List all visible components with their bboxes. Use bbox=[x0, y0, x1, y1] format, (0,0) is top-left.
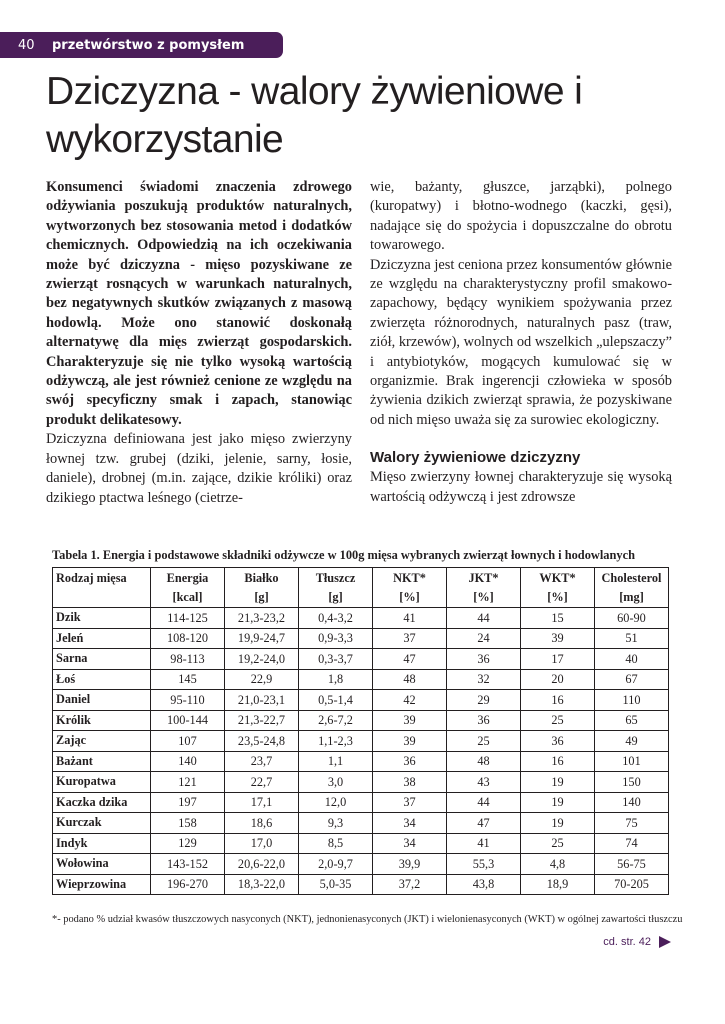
table-cell: 19 bbox=[521, 772, 595, 793]
table-cell: 56-75 bbox=[595, 854, 669, 875]
table-cell: 36 bbox=[521, 731, 595, 752]
table-cell: 196-270 bbox=[151, 874, 225, 895]
table-cell: 1,8 bbox=[299, 669, 373, 690]
table-cell: 145 bbox=[151, 669, 225, 690]
table-cell: 19 bbox=[521, 792, 595, 813]
table-cell: 43 bbox=[447, 772, 521, 793]
column-header bbox=[151, 568, 225, 608]
table-cell: 19,9-24,7 bbox=[225, 628, 299, 649]
page-number: 40 bbox=[18, 37, 35, 53]
table-cell: 21,0-23,1 bbox=[225, 690, 299, 711]
table-cell: 37 bbox=[373, 792, 447, 813]
table-cell: 42 bbox=[373, 690, 447, 711]
table-cell: 2,0-9,7 bbox=[299, 854, 373, 875]
table-cell: 197 bbox=[151, 792, 225, 813]
table-cell: 19,2-24,0 bbox=[225, 649, 299, 670]
table-cell: 17 bbox=[521, 649, 595, 670]
table-cell: 40 bbox=[595, 649, 669, 670]
table-cell: 1,1-2,3 bbox=[299, 731, 373, 752]
table-cell: 20,6-22,0 bbox=[225, 854, 299, 875]
table-cell: 41 bbox=[447, 833, 521, 854]
table-cell: 34 bbox=[373, 833, 447, 854]
section-header-bar bbox=[0, 32, 283, 58]
table-cell: 51 bbox=[595, 628, 669, 649]
row-label: Daniel bbox=[53, 690, 151, 711]
table-cell: 36 bbox=[373, 751, 447, 772]
table-cell: 3,0 bbox=[299, 772, 373, 793]
table-cell: 140 bbox=[595, 792, 669, 813]
row-label: Bażant bbox=[53, 751, 151, 772]
table-cell: 74 bbox=[595, 833, 669, 854]
table-cell: 0,5-1,4 bbox=[299, 690, 373, 711]
column-header bbox=[447, 568, 521, 608]
table-cell: 23,7 bbox=[225, 751, 299, 772]
table-cell: 39 bbox=[373, 731, 447, 752]
row-label: Łoś bbox=[53, 669, 151, 690]
table-header-row bbox=[53, 568, 669, 608]
table-cell: 47 bbox=[447, 813, 521, 834]
column-header bbox=[225, 568, 299, 608]
column-header-text: Białko bbox=[244, 570, 279, 585]
row-label: Sarna bbox=[53, 649, 151, 670]
table-cell: 9,3 bbox=[299, 813, 373, 834]
table-cell: 1,1 bbox=[299, 751, 373, 772]
section-title: przetwórstwo z pomysłem bbox=[52, 37, 245, 53]
table-cell: 25 bbox=[521, 833, 595, 854]
continuation-link[interactable] bbox=[603, 936, 671, 948]
table-cell: 48 bbox=[373, 669, 447, 690]
column-header-text: [%] bbox=[399, 589, 420, 604]
table-cell: 22,9 bbox=[225, 669, 299, 690]
paragraph: Dziczyzna jest ceniona przez konsumentów głównie ze względu na charakterystyczny profil smakowo-zapachowy, będący wynikiem spożywania przez zwierzęta różnorodnych, naturalnych pasz (traw, ziół, krzewów), wolnych od wszelkich „ulepszaczy” i antybiotyków, mogących kumulować się w organizmie. Brak ingerencji człowieka w sposób żywienia dzikich zwierząt sprawia, że pozyskiwane od nich mięso uważa się za surowiec ekologiczny. bbox=[370, 256, 672, 428]
table-cell: 18,9 bbox=[521, 874, 595, 895]
column-header-text: Rodzaj mięsa bbox=[56, 571, 127, 585]
table-cell: 114-125 bbox=[151, 608, 225, 629]
article-title: Dziczyzna - walory żywieniowe i wykorzystanie bbox=[46, 70, 583, 161]
table-cell: 108-120 bbox=[151, 628, 225, 649]
table-cell: 67 bbox=[595, 669, 669, 690]
table-cell: 25 bbox=[521, 710, 595, 731]
table-cell: 48 bbox=[447, 751, 521, 772]
table-cell: 37,2 bbox=[373, 874, 447, 895]
column-header-text: [kcal] bbox=[172, 589, 203, 604]
column-header-text: Cholesterol bbox=[601, 570, 662, 585]
row-label: Indyk bbox=[53, 833, 151, 854]
table-row bbox=[53, 751, 669, 772]
column-header-text: [mg] bbox=[619, 589, 644, 604]
table-row bbox=[53, 833, 669, 854]
column-header-text: WKT* bbox=[539, 570, 576, 585]
table-cell: 23,5-24,8 bbox=[225, 731, 299, 752]
table-cell: 0,4-3,2 bbox=[299, 608, 373, 629]
table-cell: 0,9-3,3 bbox=[299, 628, 373, 649]
row-label: Kuropatwa bbox=[53, 772, 151, 793]
table-cell: 158 bbox=[151, 813, 225, 834]
left-column bbox=[46, 178, 352, 508]
table-caption: Tabela 1. Energia i podstawowe składniki odżywcze w 100g mięsa wybranych zwierząt łownych i hodowlanych bbox=[52, 548, 635, 562]
table-cell: 17,0 bbox=[225, 833, 299, 854]
table-cell: 150 bbox=[595, 772, 669, 793]
row-label: Wołowina bbox=[53, 854, 151, 875]
table-cell: 38 bbox=[373, 772, 447, 793]
table-row bbox=[53, 792, 669, 813]
table-cell: 110 bbox=[595, 690, 669, 711]
table-cell: 18,3-22,0 bbox=[225, 874, 299, 895]
column-header-text: [g] bbox=[254, 589, 269, 604]
table-cell: 55,3 bbox=[447, 854, 521, 875]
table-row bbox=[53, 772, 669, 793]
table-cell: 0,3-3,7 bbox=[299, 649, 373, 670]
row-label: Kurczak bbox=[53, 813, 151, 834]
nutrition-table bbox=[52, 567, 669, 895]
table-row bbox=[53, 710, 669, 731]
row-label: Jeleń bbox=[53, 628, 151, 649]
table-cell: 121 bbox=[151, 772, 225, 793]
table-cell: 60-90 bbox=[595, 608, 669, 629]
paragraph: wie, bażanty, głuszce, jarząbki), polnego (kuropatwy) i błotno-wodnego (kaczki, gęsi), nadające się do spożycia i dopuszczalne do obrotu towarowego. bbox=[370, 179, 672, 254]
table-cell: 36 bbox=[447, 710, 521, 731]
table-cell: 39 bbox=[521, 628, 595, 649]
table-cell: 21,3-23,2 bbox=[225, 608, 299, 629]
column-header bbox=[299, 568, 373, 608]
table-cell: 20 bbox=[521, 669, 595, 690]
table-cell: 5,0-35 bbox=[299, 874, 373, 895]
column-header-text: [g] bbox=[328, 589, 343, 604]
table-cell: 2,6-7,2 bbox=[299, 710, 373, 731]
table-cell: 19 bbox=[521, 813, 595, 834]
column-header bbox=[373, 568, 447, 608]
subheading: Walory żywieniowe dziczyzny bbox=[370, 449, 581, 467]
column-header-text: JKT* bbox=[468, 570, 499, 585]
continuation-text: cd. str. 42 bbox=[603, 936, 651, 948]
row-label: Kaczka dzika bbox=[53, 792, 151, 813]
table-cell: 24 bbox=[447, 628, 521, 649]
table-row bbox=[53, 690, 669, 711]
table-cell: 32 bbox=[447, 669, 521, 690]
table-row bbox=[53, 628, 669, 649]
table-cell: 140 bbox=[151, 751, 225, 772]
column-header-text: Tłuszcz bbox=[315, 570, 356, 585]
right-column bbox=[370, 178, 672, 507]
paragraph: Dziczyzna definiowana jest jako mięso zwierzyny łownej tzw. grubej (dziki, jelenie, sarny, łosie, daniele), drobnej (m.in. zające, dzikie króliki) oraz dzikiego ptactwa leśnego (cietrze- bbox=[46, 431, 352, 506]
row-label: Zając bbox=[53, 731, 151, 752]
table-cell: 70-205 bbox=[595, 874, 669, 895]
row-label: Wieprzowina bbox=[53, 874, 151, 895]
table-row bbox=[53, 669, 669, 690]
table-row bbox=[53, 649, 669, 670]
table-cell: 101 bbox=[595, 751, 669, 772]
table-row bbox=[53, 813, 669, 834]
table-cell: 107 bbox=[151, 731, 225, 752]
table-row bbox=[53, 874, 669, 895]
table-cell: 4,8 bbox=[521, 854, 595, 875]
table-row bbox=[53, 608, 669, 629]
table-cell: 44 bbox=[447, 608, 521, 629]
table-cell: 43,8 bbox=[447, 874, 521, 895]
table-cell: 29 bbox=[447, 690, 521, 711]
table-footnote: *- podano % udział kwasów tłuszczowych nasyconych (NKT), jednonienasyconych (JKT) i wielonienasyconych (WKT) w ogólnej zawartości tłuszczu bbox=[52, 914, 683, 925]
table-cell: 49 bbox=[595, 731, 669, 752]
table-cell: 129 bbox=[151, 833, 225, 854]
lead-paragraph: Konsumenci świadomi znaczenia zdrowego odżywiania poszukują produktów naturalnych, wytworzonych bez stosowania metod i dodatków chemicznych. Odpowiedzią na ich oczekiwania może być dziczyzna - mięso pozyskiwane ze zwierząt rosnących w warunkach naturalnych, bez negatywnych skutków związanych z masową hodowlą. Może ono stanowić doskonałą alternatywę dla mięs zwierząt gospodarskich. Charakteryzuje się nie tylko wysoką wartością odżywczą, ale jest również cenione ze względu na swój specyficzny smak i zapach, stanowiąc produkt delikatesowy. bbox=[46, 179, 352, 428]
table-cell: 47 bbox=[373, 649, 447, 670]
table-cell: 21,3-22,7 bbox=[225, 710, 299, 731]
table-cell: 16 bbox=[521, 751, 595, 772]
table-row bbox=[53, 854, 669, 875]
column-header-text: Energia bbox=[166, 570, 209, 585]
arrow-right-icon bbox=[659, 936, 671, 948]
table-cell: 8,5 bbox=[299, 833, 373, 854]
row-label: Dzik bbox=[53, 608, 151, 629]
table-cell: 17,1 bbox=[225, 792, 299, 813]
column-header bbox=[53, 568, 151, 608]
table-cell: 39,9 bbox=[373, 854, 447, 875]
table-cell: 39 bbox=[373, 710, 447, 731]
table-cell: 44 bbox=[447, 792, 521, 813]
table-cell: 95-110 bbox=[151, 690, 225, 711]
table-cell: 12,0 bbox=[299, 792, 373, 813]
column-header bbox=[595, 568, 669, 608]
table-cell: 22,7 bbox=[225, 772, 299, 793]
table-cell: 75 bbox=[595, 813, 669, 834]
table-row bbox=[53, 731, 669, 752]
table-cell: 16 bbox=[521, 690, 595, 711]
table-cell: 41 bbox=[373, 608, 447, 629]
table-cell: 36 bbox=[447, 649, 521, 670]
table-cell: 37 bbox=[373, 628, 447, 649]
column-header bbox=[521, 568, 595, 608]
table-cell: 143-152 bbox=[151, 854, 225, 875]
table-cell: 98-113 bbox=[151, 649, 225, 670]
table-cell: 25 bbox=[447, 731, 521, 752]
column-header-text: NKT* bbox=[393, 570, 426, 585]
table-cell: 18,6 bbox=[225, 813, 299, 834]
table-cell: 15 bbox=[521, 608, 595, 629]
row-label: Królik bbox=[53, 710, 151, 731]
paragraph: Mięso zwierzyny łownej charakteryzuje się wysoką wartością odżywczą i jest zdrowsze bbox=[370, 469, 672, 505]
table-cell: 34 bbox=[373, 813, 447, 834]
column-header-text: [%] bbox=[473, 589, 494, 604]
column-header-text: [%] bbox=[547, 589, 568, 604]
table-cell: 100-144 bbox=[151, 710, 225, 731]
table-cell: 65 bbox=[595, 710, 669, 731]
